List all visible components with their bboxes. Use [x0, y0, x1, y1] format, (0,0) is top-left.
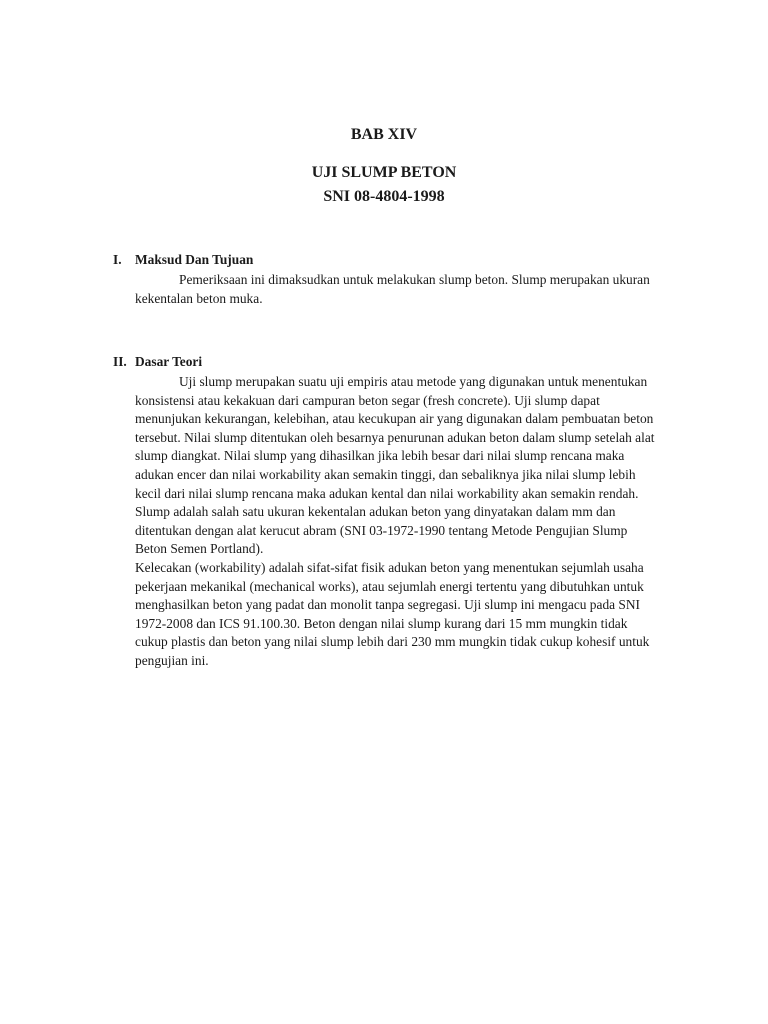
- section-body: [113, 271, 673, 308]
- paragraph-line: ditentukan dengan alat kerucut abram (SNI 03-1972-1990 tentang Metode Pengujian Slump: [135, 522, 628, 538]
- section-purpose: [113, 251, 673, 308]
- section-heading: [113, 251, 673, 271]
- paragraph-line: Kelecakan (workability) adalah sifat-sifat fisik adukan beton yang menentukan sejumlah usaha: [135, 559, 644, 575]
- paragraph-line: Beton Semen Portland).: [135, 541, 264, 557]
- section-numeral: I.: [113, 252, 122, 267]
- paragraph-line: tersebut. Nilai slump ditentukan oleh besarnya penurunan adukan beton dalam slump setelah alat: [135, 429, 655, 445]
- paragraph-line: cukup plastis dan beton yang nilai slump lebih dari 230 mm mungkin tidak cukup kohesif untuk: [135, 634, 650, 650]
- paragraph-line: adukan encer dan nilai workability akan semakin tinggi, dan sebaliknya jika nilai slump lebih: [135, 466, 636, 482]
- paragraph-line: menunjukan kekurangan, kelebihan, atau kecukupan air yang digunakan dalam pembuatan beton: [135, 411, 654, 427]
- section-title: Dasar Teori: [135, 354, 203, 369]
- paragraph-line: Slump adalah salah satu ukuran kekentalan adukan beton yang dinyatakan dalam mm dan: [135, 504, 616, 520]
- paragraph-line: 1972-2008 dan ICS 91.100.30. Beton dengan nilai slump kurang dari 15 mm mungkin tidak: [135, 615, 628, 631]
- paragraph-line: pengujian ini.: [135, 652, 209, 668]
- paragraph-line: kekentalan beton muka.: [135, 290, 263, 306]
- section-body: [113, 373, 673, 671]
- paragraph-line: slump diangkat. Nilai slump yang dihasilkan jika lebih besar dari nilai slump rencana maka: [135, 448, 625, 464]
- paragraph-line: menghasilkan beton yang padat dan monolit tanpa segregasi. Uji slump ini mengacu pada SNI: [135, 597, 641, 613]
- paragraph-line: pekerjaan mekanikal (mechanical works), atau sejumlah energi tertentu yang dibutuhkan untuk: [135, 578, 644, 594]
- section-numeral: II.: [113, 354, 127, 369]
- section-title: Maksud Dan Tujuan: [135, 252, 254, 267]
- paragraph-line: Uji slump merupakan suatu uji empiris atau metode yang digunakan untuk menentukan: [179, 374, 648, 389]
- chapter-heading: BAB XIV: [350, 126, 418, 143]
- standard-code: SNI 08-4804-1998: [323, 188, 445, 205]
- paragraph-line: konsistensi atau kekakuan dari campuran beton segar (fresh concrete). Uji slump dapat: [135, 392, 600, 408]
- section-heading: [113, 353, 673, 373]
- section-theory: [113, 353, 673, 671]
- document-title: UJI SLUMP BETON: [311, 164, 457, 181]
- paragraph-line: Pemeriksaan ini dimaksudkan untuk melakukan slump beton. Slump merupakan ukuran: [179, 272, 650, 287]
- paragraph-line: kecil dari nilai slump rencana maka adukan kental dan nilai workability akan semakin rendah.: [135, 485, 639, 501]
